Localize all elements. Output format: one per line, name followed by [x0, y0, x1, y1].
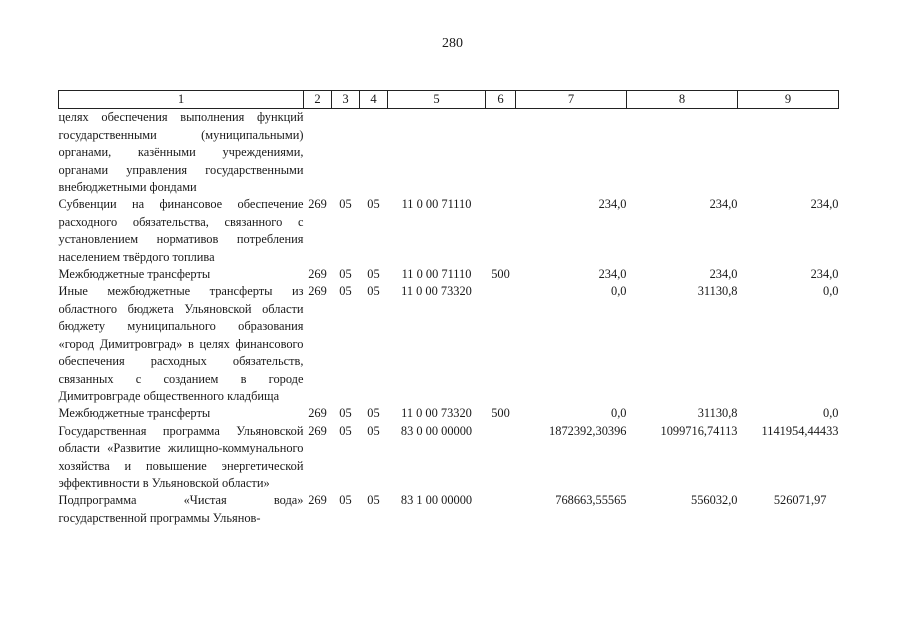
row-name: Субвенции на финансовое обеспечение расходного обязательства, связанного с установлением нормативов потребления населением твёрдого топлива: [58, 197, 304, 264]
row-name: Межбюджетные трансферты: [58, 267, 211, 282]
table-row: [59, 423, 839, 493]
row-expense-type: 500: [491, 406, 510, 421]
row-target-article: 11 0 00 73320: [401, 406, 472, 421]
row-target-article: 11 0 00 71110: [401, 197, 472, 212]
row-admin-code: [304, 109, 332, 197]
row-target-article: 83 1 00 00000: [400, 493, 473, 508]
row-name: Иные межбюджетные трансферты из областного бюджета Ульяновской области бюджету муниципального образования «город Димитровград» в целях финансового обеспечения расходных обязательств, связанных с созданием в городе Димитровграде общественного кладбища: [58, 284, 304, 403]
row-amount-year-3: 234,0: [810, 197, 839, 212]
row-target-article: 11 0 00 71110: [401, 267, 472, 282]
row-name: целях обеспечения выполнения функций государственными (муниципальными) органами, казёнными учреждениями, органами управления государственными внебюджетными фондами: [58, 110, 304, 195]
row-amount-year-3: 1141954,44433: [761, 423, 839, 438]
row-section: 05: [339, 284, 352, 299]
table-row: [59, 492, 839, 527]
row-section: 05: [339, 197, 352, 212]
header-col-6: 6: [486, 91, 516, 109]
header-col-7: 7: [516, 91, 627, 109]
row-admin-code: 269: [308, 423, 327, 438]
row-amount-year-1: 1872392,30396: [549, 423, 627, 438]
row-section: [332, 109, 360, 197]
row-amount-year-1: 0,0: [611, 284, 627, 299]
row-section: 05: [339, 406, 352, 421]
row-amount-year-2: 1099716,74113: [660, 423, 738, 438]
row-amount-year-1: 0,0: [611, 406, 627, 421]
row-admin-code: 269: [308, 267, 327, 282]
row-amount-year-1: 234,0: [598, 197, 627, 212]
row-subsection: 05: [367, 406, 380, 421]
row-expense-type: [486, 283, 516, 405]
row-admin-code: 269: [308, 406, 327, 421]
table-row: [59, 283, 839, 405]
row-expense-type: [486, 109, 516, 197]
row-amount-year-1: [516, 109, 627, 197]
row-amount-year-3: 0,0: [823, 406, 839, 421]
row-target-article: 11 0 00 73320: [401, 284, 472, 299]
row-subsection: 05: [367, 267, 380, 282]
header-col-9: 9: [738, 91, 839, 109]
row-amount-year-3: 0,0: [823, 284, 839, 299]
header-col-1: 1: [59, 91, 304, 109]
row-admin-code: 269: [308, 493, 327, 508]
row-subsection: 05: [367, 197, 380, 212]
row-amount-year-2: 31130,8: [697, 406, 738, 421]
page-number: 280: [442, 36, 463, 51]
header-col-4: 4: [360, 91, 388, 109]
header-col-3: 3: [332, 91, 360, 109]
table-row: [59, 266, 839, 283]
row-expense-type: [486, 492, 516, 527]
row-amount-year-1: 768663,55565: [555, 493, 627, 508]
row-section: 05: [339, 493, 352, 508]
row-subsection: 05: [367, 284, 380, 299]
row-admin-code: 269: [308, 284, 327, 299]
row-target-article: 83 0 00 00000: [400, 423, 473, 438]
row-section: 05: [339, 267, 352, 282]
row-amount-year-2: 234,0: [709, 267, 738, 282]
table-row: [59, 109, 839, 197]
row-amount-year-2: 31130,8: [697, 284, 738, 299]
row-section: 05: [339, 423, 352, 438]
row-subsection: [360, 109, 388, 197]
row-amount-year-2: [627, 109, 738, 197]
row-expense-type: 500: [491, 267, 510, 282]
row-name: Государственная программа Ульяновской области «Развитие жилищно-коммунального хозяйства и повышение энергетической эффективности в Ульяновской области»: [58, 423, 304, 490]
row-target-article: [388, 109, 486, 197]
header-col-2: 2: [304, 91, 332, 109]
row-subsection: 05: [367, 493, 380, 508]
row-amount-year-3: 234,0: [810, 267, 839, 282]
row-subsection: 05: [367, 423, 380, 438]
row-expense-type: [486, 196, 516, 266]
table-header-row: [59, 91, 839, 109]
row-admin-code: 269: [308, 197, 327, 212]
table-row: [59, 405, 839, 422]
row-name: Межбюджетные трансферты: [58, 406, 211, 421]
row-amount-year-3: 526071,97: [773, 493, 827, 508]
row-amount-year-2: 556032,0: [691, 493, 738, 508]
row-expense-type: [486, 423, 516, 493]
header-col-8: 8: [627, 91, 738, 109]
row-amount-year-2: 234,0: [709, 197, 738, 212]
row-amount-year-1: 234,0: [598, 267, 627, 282]
table-row: [59, 196, 839, 266]
row-name: Подпрограмма «Чистая вода» государственной программы Ульянов-: [58, 493, 304, 525]
budget-table: [58, 90, 839, 527]
header-col-5: 5: [388, 91, 486, 109]
row-amount-year-3: [738, 109, 839, 197]
